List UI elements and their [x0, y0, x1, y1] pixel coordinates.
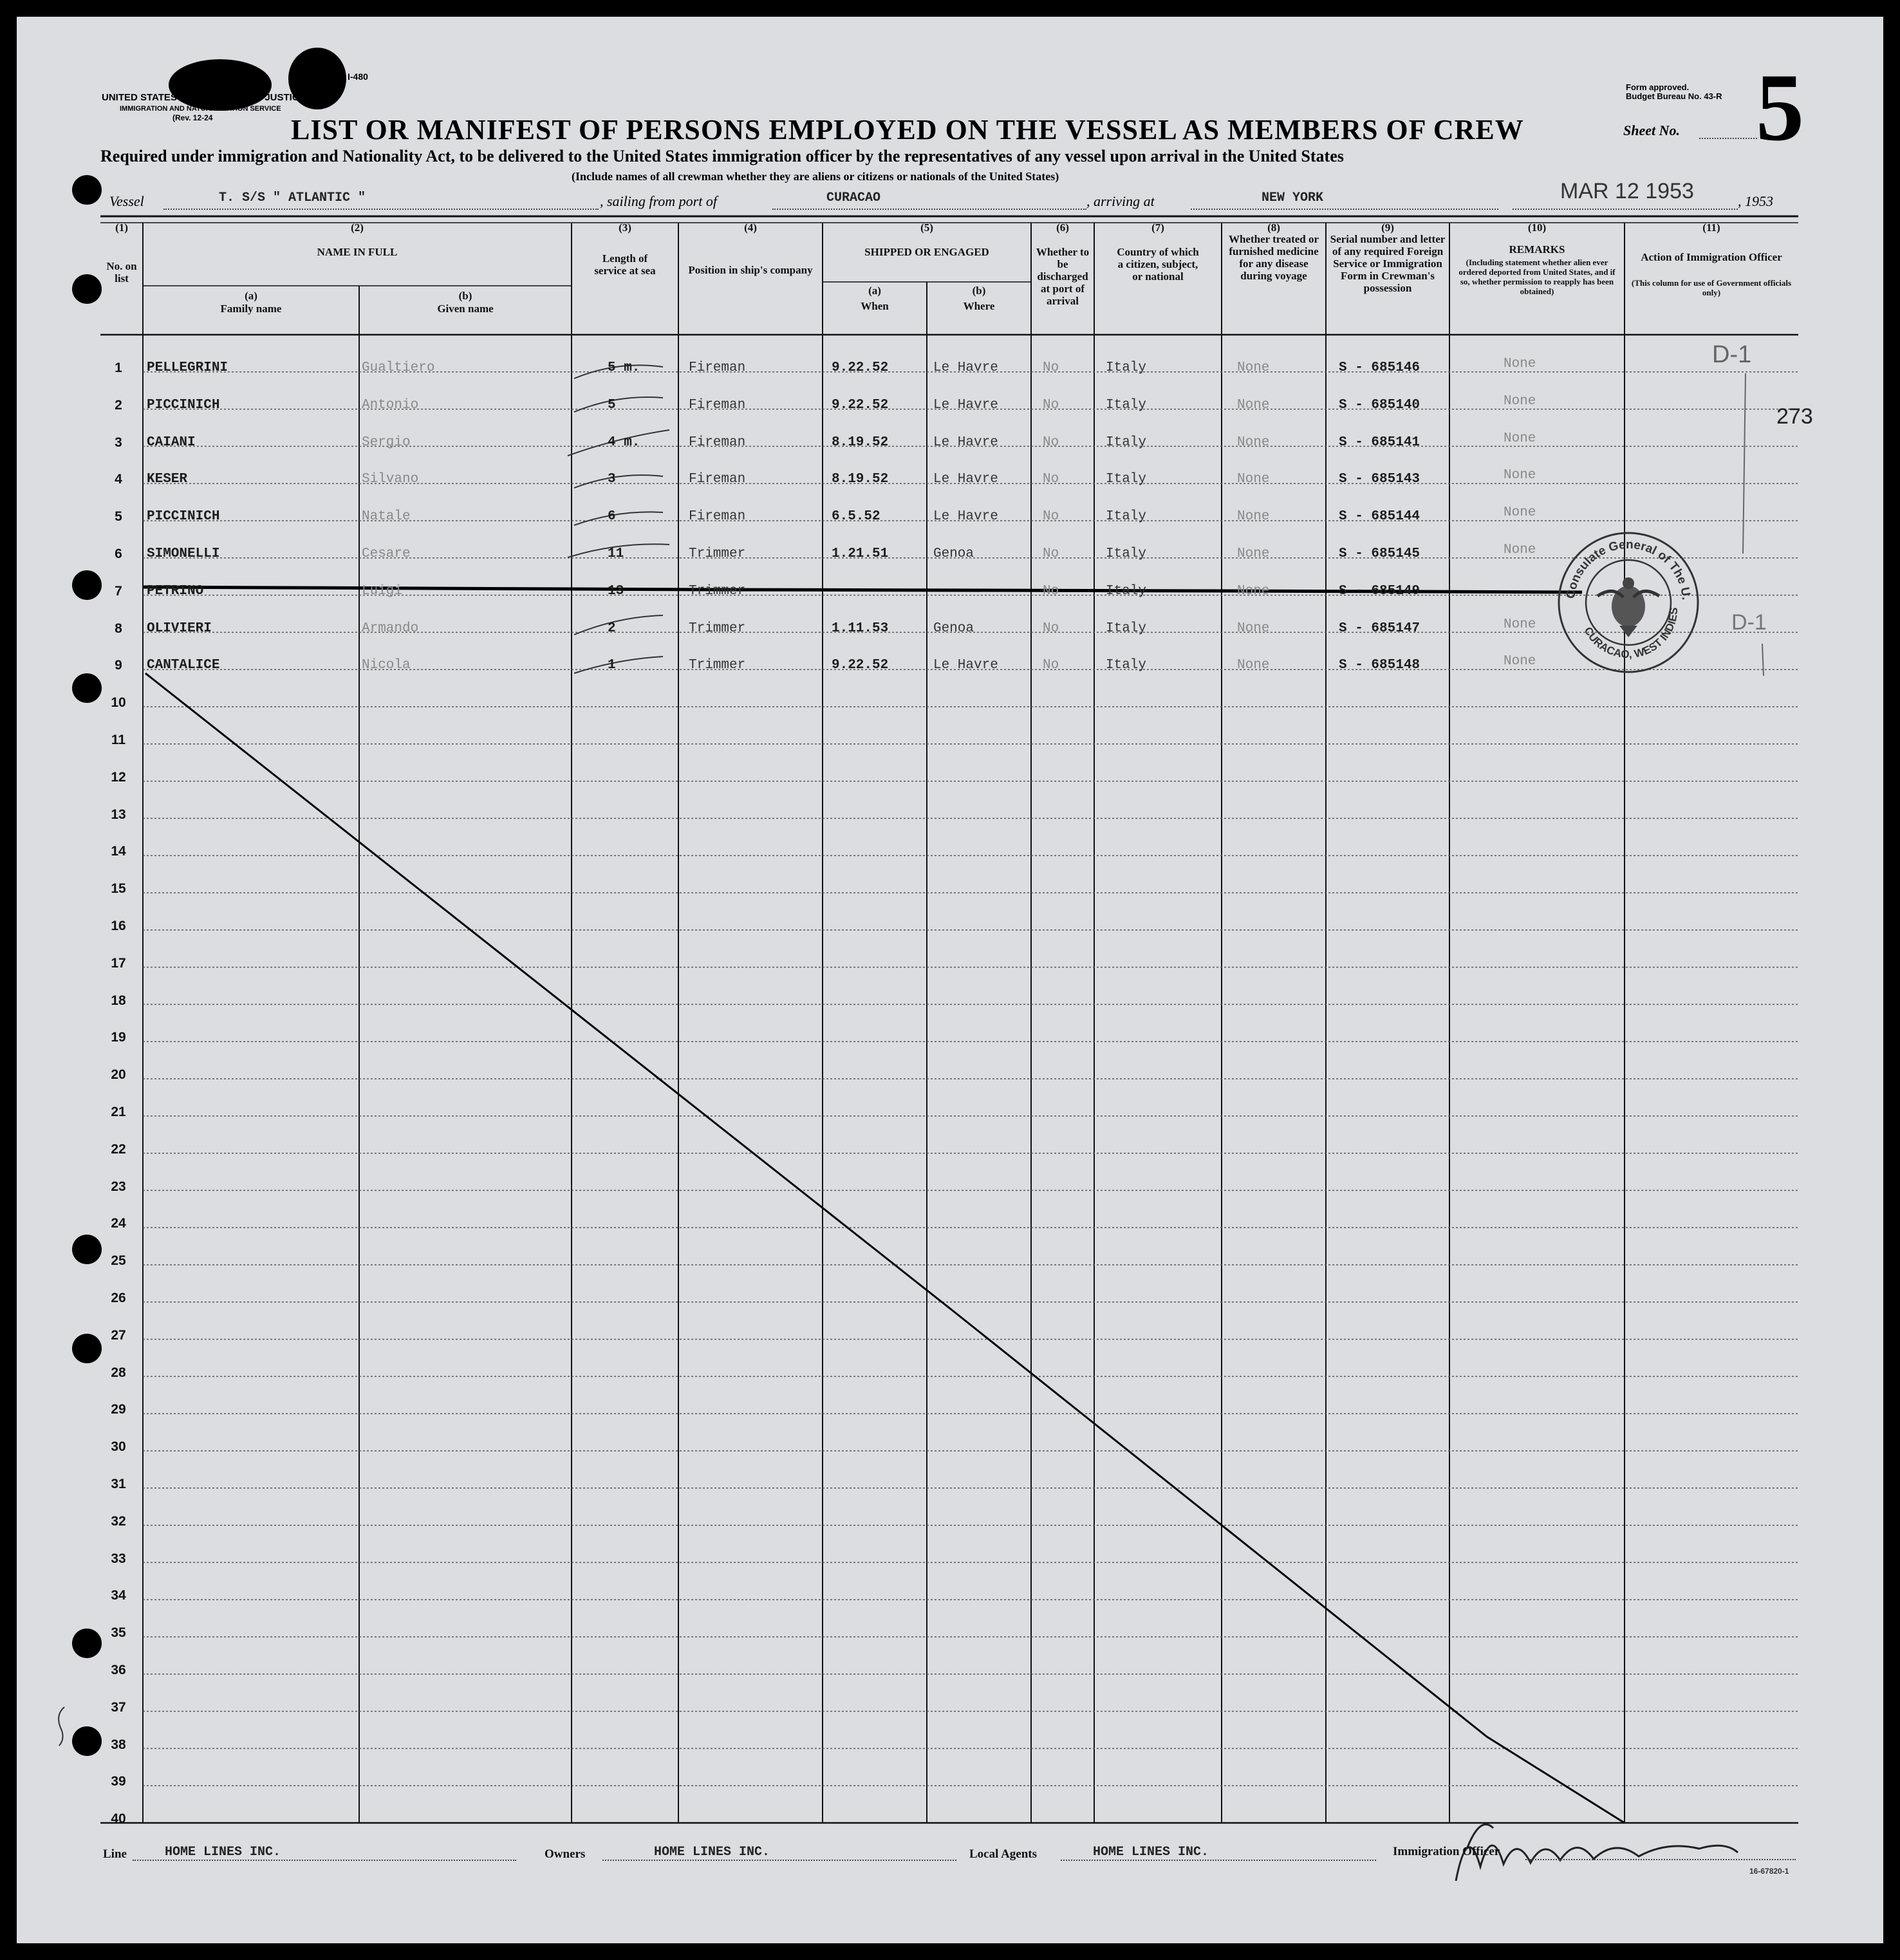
line-label: Line — [103, 1847, 127, 1861]
shipped-when-cell: 8.19.52 — [832, 434, 889, 450]
officer-signature-line — [1525, 1858, 1796, 1860]
row-number: 18 — [111, 993, 126, 1008]
medicine-cell: None — [1237, 546, 1270, 561]
col3-number: (3) — [619, 221, 631, 234]
position-cell: Fireman — [689, 360, 746, 375]
row-number: 15 — [111, 881, 126, 897]
col2a-number: (a) — [245, 290, 257, 302]
row-number: 16 — [111, 919, 126, 933]
shipped-when-cell: 1.21.51 — [832, 546, 889, 561]
form-number: I-480 — [348, 71, 368, 82]
medicine-cell: None — [1237, 658, 1270, 673]
row-number: 30 — [111, 1439, 126, 1455]
discharge-cell: No — [1043, 434, 1059, 450]
print-code: 16-67820-1 — [1749, 1867, 1789, 1876]
row-number: 38 — [111, 1737, 126, 1752]
owners-value: HOME LINES INC. — [602, 1845, 956, 1861]
vessel-name: T. S/S " ATLANTIC " — [219, 191, 366, 205]
discharge-cell: No — [1043, 509, 1059, 525]
serial-number-cell: S - 685140 — [1339, 397, 1420, 413]
row-number: 29 — [111, 1402, 126, 1417]
row-number: 24 — [111, 1216, 126, 1231]
shipped-when-cell: 6.5.52 — [832, 509, 880, 525]
local-agents-value: HOME LINES INC. — [1061, 1845, 1376, 1861]
discharge-cell: No — [1043, 621, 1059, 636]
family-name-cell: CAIANI — [147, 434, 196, 450]
col8-header: Whether treated or furnished medicine for any disease during voyage — [1228, 233, 1319, 282]
service-length-cell: 6 — [608, 509, 616, 525]
row-number: 2 — [115, 397, 122, 413]
position-cell: Fireman — [689, 434, 746, 450]
given-name-cell: Natale — [362, 509, 411, 525]
col5b-header: Where — [963, 300, 995, 312]
position-cell: Trimmer — [689, 621, 746, 636]
position-cell: Trimmer — [689, 583, 746, 599]
col1-header: No. on list — [106, 260, 137, 285]
position-cell: Fireman — [689, 509, 746, 525]
shipped-where-cell: Le Havre — [933, 658, 998, 673]
medicine-cell: None — [1237, 472, 1270, 487]
agency-line-1: UNITED STATES DEPARTMENT OF JUSTICE — [102, 92, 306, 103]
col10-note: (Including statement whether alien ever ordered deported from United States, and if so, whether permission to reapply has been obtained) — [1458, 257, 1616, 296]
family-name-cell: SIMONELLI — [147, 546, 220, 561]
row-number: 34 — [111, 1588, 126, 1603]
medicine-cell: None — [1237, 621, 1270, 636]
col5-number: (5) — [920, 221, 933, 234]
discharge-cell: No — [1043, 472, 1059, 487]
approval-line-2: Budget Bureau No. 43-R — [1626, 91, 1722, 101]
shipped-where-cell: Le Havre — [933, 360, 998, 375]
col10-header: REMARKS — [1509, 243, 1565, 256]
row-number: 21 — [111, 1105, 126, 1119]
given-name-cell: Cesare — [362, 546, 411, 561]
remarks-cell: None — [1504, 393, 1536, 409]
shipped-where-cell: Le Havre — [933, 397, 998, 413]
country-cell: Italy — [1106, 397, 1147, 413]
row-number: 33 — [111, 1551, 126, 1566]
col8-number: (8) — [1267, 221, 1280, 234]
given-name-cell: Silvano — [362, 472, 419, 487]
row-number: 8 — [115, 621, 122, 636]
row-number: 17 — [111, 955, 126, 971]
row-number: 32 — [111, 1513, 126, 1529]
service-length-cell: 13 — [608, 583, 624, 599]
manifest-title: LIST OR MANIFEST OF PERSONS EMPLOYED ON THE VESSEL AS MEMBERS OF CREW — [291, 114, 1524, 145]
row-number: 25 — [111, 1253, 126, 1269]
medicine-cell: None — [1237, 397, 1270, 413]
row-number: 11 — [111, 733, 126, 747]
family-name-cell: KESER — [147, 472, 188, 487]
arriving-port: NEW YORK — [1262, 191, 1324, 205]
position-cell: Trimmer — [689, 546, 746, 561]
sailing-port: CURACAO — [826, 191, 881, 205]
shipped-where-cell: Le Havre — [933, 509, 998, 525]
col4-header: Position in ship's company — [688, 264, 813, 276]
row-number: 31 — [111, 1477, 126, 1491]
service-length-cell: 11 — [608, 546, 624, 561]
country-cell: Italy — [1106, 583, 1147, 599]
row-number: 39 — [111, 1774, 126, 1789]
row-number: 28 — [111, 1365, 126, 1380]
shipped-when-cell: 9.22.52 — [832, 658, 889, 673]
agency-line-2: IMMIGRATION AND NATURALIZATION SERVICE — [120, 105, 281, 113]
row-number: 40 — [111, 1811, 126, 1827]
row-number: 6 — [115, 546, 122, 561]
remarks-cell: None — [1504, 654, 1536, 669]
country-cell: Italy — [1106, 621, 1147, 636]
stamp-bottom-text: CURACAO, WEST INDIES — [1581, 607, 1681, 661]
serial-number-cell: S - 685146 — [1339, 360, 1420, 375]
row-number: 19 — [111, 1030, 126, 1045]
year-label: , 1953 — [1738, 193, 1773, 209]
country-cell: Italy — [1106, 434, 1147, 450]
position-cell: Trimmer — [689, 658, 746, 673]
position-cell: Fireman — [689, 397, 746, 413]
serial-number-cell: S - 685144 — [1339, 509, 1420, 525]
remarks-cell: None — [1504, 543, 1536, 557]
country-cell: Italy — [1106, 472, 1147, 487]
col2-number: (2) — [351, 221, 364, 234]
family-name-cell: PICCINICH — [147, 509, 220, 525]
remarks-cell: None — [1504, 431, 1536, 446]
given-name-cell: Sergio — [362, 434, 411, 450]
medicine-cell: None — [1237, 360, 1270, 375]
row-number: 4 — [115, 472, 122, 487]
serial-number-cell: S - 685149 — [1339, 583, 1420, 599]
serial-number-cell: S - 685145 — [1339, 546, 1420, 561]
sailing-label: , sailing from port of — [600, 193, 717, 209]
shipped-when-cell: 9.22.52 — [832, 397, 889, 413]
given-name-cell: Gualtiero — [362, 360, 435, 375]
service-length-cell: 5 m. — [608, 360, 640, 375]
given-name-cell: Antonio — [362, 397, 419, 413]
col7-number: (7) — [1151, 221, 1164, 234]
immigration-officer-label: Immigration Officer — [1393, 1845, 1500, 1858]
col11-header: Action of Immigration Officer — [1641, 251, 1782, 263]
col2b-header: Given name — [437, 303, 494, 315]
annotation-d1-bottom: D-1 — [1731, 610, 1767, 635]
service-length-cell: 4 m. — [608, 434, 640, 450]
sheet-number: 5 — [1756, 54, 1804, 161]
shipped-where-cell: Le Havre — [933, 434, 998, 450]
col5-header: SHIPPED OR ENGAGED — [864, 246, 989, 258]
remarks-cell: None — [1504, 617, 1536, 632]
col4-number: (4) — [744, 221, 757, 234]
serial-number-cell: S - 685147 — [1339, 621, 1420, 636]
annotation-d1-top: D-1 — [1712, 341, 1752, 368]
col10-number: (10) — [1527, 221, 1547, 234]
arriving-label: , arriving at — [1086, 193, 1155, 209]
row-number: 13 — [111, 807, 126, 822]
family-name-cell: OLIVIERI — [147, 621, 212, 636]
family-name-cell: PETRINO — [147, 583, 204, 599]
position-cell: Fireman — [689, 472, 746, 487]
given-name-cell: Nicola — [362, 658, 411, 673]
shipped-when-cell: 1.11.53 — [832, 621, 889, 636]
col9-number: (9) — [1381, 221, 1394, 234]
service-length-cell: 1 — [608, 658, 616, 673]
given-name-cell: Armando — [362, 621, 419, 636]
row-number: 35 — [111, 1625, 126, 1641]
row-number: 9 — [115, 658, 122, 673]
col7-header: Country of which a citizen, subject, or national — [1117, 246, 1199, 283]
col6-header: Whether to be discharged at port of arrival — [1036, 246, 1090, 307]
discharge-cell: No — [1043, 360, 1059, 375]
col6-number: (6) — [1056, 221, 1069, 234]
row-number: 12 — [111, 769, 126, 785]
serial-number-cell: S - 685141 — [1339, 434, 1420, 450]
col5b-number: (b) — [972, 285, 986, 297]
remarks-cell: None — [1504, 468, 1536, 483]
service-length-cell: 5 — [608, 397, 616, 413]
serial-number-cell: S - 685148 — [1339, 658, 1420, 673]
vessel-label: Vessel — [109, 193, 144, 209]
col5a-number: (a) — [868, 285, 881, 297]
discharge-cell: No — [1043, 397, 1059, 413]
medicine-cell: None — [1237, 583, 1270, 599]
eagle-seal-icon — [1597, 577, 1659, 637]
service-length-cell: 3 — [608, 472, 616, 487]
col2a-header: Family name — [220, 303, 282, 315]
row-number: 1 — [115, 360, 122, 375]
shipped-when-cell: 8.19.52 — [832, 472, 889, 487]
row-number: 20 — [111, 1067, 126, 1083]
discharge-cell: No — [1043, 583, 1059, 599]
stamp-outer-text: Consulate General of The U. — [1564, 537, 1693, 601]
form-revision: (Rev. 12-24 — [172, 113, 213, 122]
local-agents-label: Local Agents — [969, 1847, 1038, 1861]
shipped-where-cell: Genoa — [933, 546, 974, 561]
discharge-cell: No — [1043, 546, 1059, 561]
col1-number: (1) — [115, 221, 128, 234]
discharge-cell: No — [1043, 658, 1059, 673]
row-number: 10 — [111, 695, 126, 711]
owners-label: Owners — [545, 1847, 586, 1861]
row-number: 7 — [115, 583, 122, 599]
approval-line-1: Form approved. — [1626, 82, 1690, 92]
shipped-where-cell: Genoa — [933, 621, 974, 636]
annotation-count: 273 — [1776, 404, 1813, 429]
country-cell: Italy — [1106, 546, 1147, 561]
country-cell: Italy — [1106, 509, 1147, 525]
line-value: HOME LINES INC. — [133, 1845, 516, 1861]
col11-note: (This column for use of Government officials only) — [1631, 278, 1792, 297]
row-number: 27 — [111, 1327, 126, 1343]
col9-header: Serial number and letter of any required Foreign Service or Immigration Form in Crewman's possession — [1330, 233, 1446, 294]
row-number: 26 — [111, 1291, 126, 1305]
family-name-cell: PICCINICH — [147, 397, 220, 413]
col5a-header: When — [861, 300, 889, 312]
medicine-cell: None — [1237, 434, 1270, 450]
manifest-note: (Include names of all crewman whether they are aliens or citizens or nationals of the United States) — [572, 170, 1059, 183]
medicine-cell: None — [1237, 509, 1270, 525]
col2-header: NAME IN FULL — [317, 246, 398, 258]
serial-number-cell: S - 685143 — [1339, 472, 1420, 487]
row-number: 22 — [111, 1141, 126, 1157]
row-number: 5 — [115, 509, 122, 525]
consulate-stamp — [1555, 529, 1702, 676]
arrival-date-stamp: MAR 12 1953 — [1560, 179, 1694, 203]
remarks-cell: None — [1504, 357, 1536, 371]
row-number: 3 — [115, 434, 122, 450]
country-cell: Italy — [1106, 360, 1147, 375]
col2b-number: (b) — [458, 290, 472, 302]
row-number: 37 — [111, 1699, 126, 1715]
given-name-cell: Luigi — [362, 583, 403, 599]
sheet-label: Sheet No. — [1623, 122, 1680, 138]
manifest-subtitle: Required under immigration and Nationality Act, to be delivered to the United States immigration officer by the representatives of any vessel upon arrival in the United States — [100, 147, 1344, 165]
col11-number: (11) — [1702, 221, 1720, 234]
row-number: 36 — [111, 1663, 126, 1677]
shipped-where-cell: Le Havre — [933, 472, 998, 487]
service-length-cell: 2 — [608, 621, 616, 636]
remarks-cell: None — [1504, 505, 1536, 521]
row-number: 14 — [111, 844, 126, 859]
row-number: 23 — [111, 1179, 126, 1194]
family-name-cell: CANTALICE — [147, 658, 220, 673]
shipped-when-cell: 9.22.52 — [832, 360, 889, 375]
country-cell: Italy — [1106, 658, 1147, 673]
col3-header: Length of service at sea — [594, 252, 656, 277]
family-name-cell: PELLEGRINI — [147, 360, 228, 375]
